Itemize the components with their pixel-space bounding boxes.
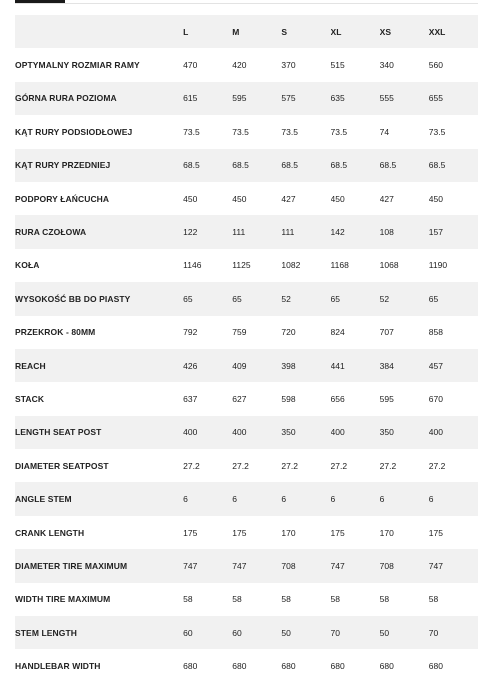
table-row bbox=[15, 482, 478, 515]
table-cell: 1068 bbox=[379, 260, 399, 271]
row-label: HANDLEBAR WIDTH bbox=[15, 661, 101, 672]
table-cell: 27.2 bbox=[183, 460, 200, 471]
row-label: STEM LENGTH bbox=[15, 627, 78, 638]
column-header-size: XS bbox=[379, 26, 391, 37]
row-label: PRZEKROK - 80MM bbox=[15, 327, 96, 338]
table-cell: 457 bbox=[428, 360, 443, 371]
table-cell: 384 bbox=[379, 360, 394, 371]
table-cell: 708 bbox=[379, 560, 394, 571]
table-row bbox=[15, 382, 478, 415]
row-label: REACH bbox=[15, 360, 46, 371]
table-row bbox=[15, 583, 478, 616]
table-cell: 58 bbox=[379, 594, 390, 605]
row-label: ANGLE STEM bbox=[15, 494, 72, 505]
table-row bbox=[15, 416, 478, 449]
table-cell: 68.5 bbox=[281, 160, 298, 171]
table-cell: 58 bbox=[281, 594, 291, 605]
table-cell: 595 bbox=[232, 93, 247, 104]
table-cell: 73.5 bbox=[281, 126, 298, 137]
table-cell: 68.5 bbox=[232, 160, 249, 171]
table-row bbox=[15, 516, 478, 549]
table-cell: 6 bbox=[183, 494, 188, 505]
table-cell: 73.5 bbox=[330, 126, 348, 137]
table-row bbox=[15, 549, 478, 582]
row-label: CRANK LENGTH bbox=[15, 527, 85, 538]
table-cell: 68.5 bbox=[183, 160, 200, 171]
table-cell: 792 bbox=[183, 327, 198, 338]
table-cell: 60 bbox=[183, 627, 193, 638]
row-label: RURA CZOŁOWA bbox=[15, 227, 87, 238]
row-label: STACK bbox=[15, 393, 45, 404]
table-cell: 52 bbox=[281, 293, 291, 304]
table-cell: 68.5 bbox=[330, 160, 348, 171]
table-row bbox=[15, 282, 478, 315]
table-cell: 441 bbox=[330, 360, 345, 371]
table-cell: 400 bbox=[428, 427, 443, 438]
table-cell: 747 bbox=[232, 560, 247, 571]
table-row bbox=[15, 182, 478, 215]
table-cell: 6 bbox=[330, 494, 336, 505]
table-cell: 350 bbox=[379, 427, 394, 438]
table-cell: 450 bbox=[232, 193, 247, 204]
table-cell: 6 bbox=[379, 494, 385, 505]
table-row bbox=[15, 249, 478, 282]
table-cell: 670 bbox=[428, 393, 443, 404]
table-cell: 1168 bbox=[330, 260, 349, 271]
column-header-size: S bbox=[281, 26, 288, 37]
geometry-table bbox=[15, 15, 478, 683]
row-label: PODPORY ŁAŃCUCHA bbox=[15, 193, 110, 204]
table-cell: 759 bbox=[232, 327, 247, 338]
table-cell: 400 bbox=[232, 427, 247, 438]
table-cell: 27.2 bbox=[232, 460, 249, 471]
table-cell: 157 bbox=[428, 227, 443, 238]
table-corner-cell bbox=[15, 15, 183, 48]
table-cell: 427 bbox=[281, 193, 296, 204]
table-cell: 635 bbox=[330, 93, 345, 104]
table-cell: 595 bbox=[379, 393, 394, 404]
table-row bbox=[15, 115, 478, 148]
table-cell: 175 bbox=[428, 527, 443, 538]
table-cell: 409 bbox=[232, 360, 247, 371]
table-cell: 637 bbox=[183, 393, 198, 404]
table-cell: 555 bbox=[379, 93, 394, 104]
table-cell: 27.2 bbox=[281, 460, 298, 471]
table-row bbox=[15, 149, 478, 182]
row-label: DIAMETER TIRE MAXIMUM bbox=[15, 560, 128, 571]
table-cell: 470 bbox=[183, 60, 198, 71]
table-cell: 426 bbox=[183, 360, 198, 371]
table-cell: 175 bbox=[232, 527, 247, 538]
table-cell: 58 bbox=[330, 594, 340, 605]
table-cell: 858 bbox=[428, 327, 443, 338]
table-cell: 1125 bbox=[232, 260, 251, 271]
table-cell: 400 bbox=[183, 427, 198, 438]
table-cell: 50 bbox=[379, 627, 390, 638]
table-cell: 747 bbox=[183, 560, 198, 571]
table-cell: 560 bbox=[428, 60, 443, 71]
tab-bar-divider bbox=[15, 3, 478, 4]
table-cell: 170 bbox=[281, 527, 296, 538]
table-cell: 108 bbox=[379, 227, 394, 238]
table-cell: 680 bbox=[183, 661, 198, 672]
table-cell: 73.5 bbox=[232, 126, 249, 137]
table-cell: 615 bbox=[183, 93, 198, 104]
table-cell: 175 bbox=[183, 527, 198, 538]
table-cell: 70 bbox=[330, 627, 340, 638]
row-label: OPTYMALNY ROZMIAR RAMY bbox=[15, 60, 140, 71]
row-label: KĄT RURY PRZEDNIEJ bbox=[15, 160, 111, 171]
table-cell: 27.2 bbox=[330, 460, 348, 471]
column-header-size: XXL bbox=[428, 26, 446, 37]
table-row bbox=[15, 215, 478, 248]
table-cell: 370 bbox=[281, 60, 296, 71]
table-cell: 65 bbox=[232, 293, 242, 304]
table-cell: 74 bbox=[379, 126, 390, 137]
table-cell: 680 bbox=[330, 661, 345, 672]
table-cell: 68.5 bbox=[428, 160, 446, 171]
table-row bbox=[15, 316, 478, 349]
table-cell: 65 bbox=[330, 293, 340, 304]
table-row bbox=[15, 82, 478, 115]
row-label: KOŁA bbox=[15, 260, 40, 271]
row-label: LENGTH SEAT POST bbox=[15, 427, 102, 438]
table-cell: 6 bbox=[428, 494, 434, 505]
table-cell: 427 bbox=[379, 193, 394, 204]
table-cell: 27.2 bbox=[428, 460, 446, 471]
table-cell: 420 bbox=[232, 60, 247, 71]
table-cell: 680 bbox=[281, 661, 296, 672]
table-cell: 6 bbox=[281, 494, 287, 505]
table-row bbox=[15, 616, 478, 649]
table-cell: 122 bbox=[183, 227, 198, 238]
table-cell: 655 bbox=[428, 93, 443, 104]
column-header-size: M bbox=[232, 26, 240, 37]
table-cell: 6 bbox=[232, 494, 238, 505]
table-cell: 65 bbox=[183, 293, 193, 304]
table-cell: 400 bbox=[330, 427, 345, 438]
table-row bbox=[15, 449, 478, 482]
table-cell: 52 bbox=[379, 293, 390, 304]
table-row bbox=[15, 349, 478, 382]
table-cell: 142 bbox=[330, 227, 345, 238]
table-cell: 175 bbox=[330, 527, 345, 538]
table-cell: 680 bbox=[232, 661, 247, 672]
table-cell: 1146 bbox=[183, 260, 202, 271]
table-cell: 111 bbox=[281, 227, 295, 238]
table-cell: 708 bbox=[281, 560, 296, 571]
table-cell: 58 bbox=[428, 594, 439, 605]
column-header-size: XL bbox=[330, 26, 342, 37]
table-cell: 50 bbox=[281, 627, 291, 638]
table-cell: 824 bbox=[330, 327, 345, 338]
table-cell: 60 bbox=[232, 627, 242, 638]
table-cell: 58 bbox=[183, 594, 193, 605]
table-cell: 340 bbox=[379, 60, 394, 71]
table-cell: 27.2 bbox=[379, 460, 397, 471]
table-cell: 656 bbox=[330, 393, 345, 404]
table-cell: 1082 bbox=[281, 260, 301, 271]
table-cell: 747 bbox=[428, 560, 443, 571]
row-label: DIAMETER SEATPOST bbox=[15, 460, 109, 471]
table-cell: 111 bbox=[232, 227, 246, 238]
table-cell: 70 bbox=[428, 627, 439, 638]
table-cell: 598 bbox=[281, 393, 296, 404]
row-label: WIDTH TIRE MAXIMUM bbox=[15, 594, 111, 605]
table-cell: 450 bbox=[330, 193, 345, 204]
table-cell: 65 bbox=[428, 293, 439, 304]
table-cell: 720 bbox=[281, 327, 296, 338]
table-cell: 398 bbox=[281, 360, 296, 371]
table-cell: 747 bbox=[330, 560, 345, 571]
table-cell: 73.5 bbox=[183, 126, 200, 137]
table-row bbox=[15, 48, 478, 81]
table-cell: 680 bbox=[379, 661, 394, 672]
table-cell: 73.5 bbox=[428, 126, 446, 137]
row-label: KĄT RURY PODSIODŁOWEJ bbox=[15, 126, 133, 137]
table-cell: 707 bbox=[379, 327, 394, 338]
table-cell: 450 bbox=[428, 193, 443, 204]
table-cell: 170 bbox=[379, 527, 394, 538]
row-label: WYSOKOŚĆ BB DO PIASTY bbox=[15, 293, 131, 304]
table-cell: 68.5 bbox=[379, 160, 397, 171]
table-cell: 58 bbox=[232, 594, 242, 605]
table-cell: 627 bbox=[232, 393, 247, 404]
table-row bbox=[15, 649, 478, 682]
table-cell: 515 bbox=[330, 60, 345, 71]
table-cell: 450 bbox=[183, 193, 198, 204]
table-cell: 575 bbox=[281, 93, 296, 104]
column-header-size: L bbox=[183, 26, 189, 37]
row-label: GÓRNA RURA POZIOMA bbox=[15, 93, 117, 104]
table-cell: 350 bbox=[281, 427, 296, 438]
table-cell: 1190 bbox=[428, 260, 448, 271]
table-cell: 680 bbox=[428, 661, 443, 672]
table-header-row bbox=[15, 15, 478, 48]
